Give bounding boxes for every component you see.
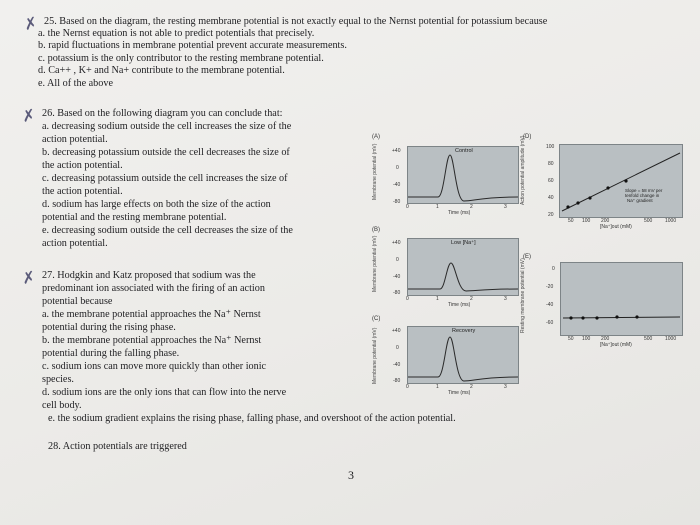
panel-a-xtick: 3: [504, 204, 507, 210]
page-number: 3: [348, 468, 354, 482]
panel-d-xlabel: [Na⁺]out (mM): [600, 224, 632, 230]
q26-option-b-line1: b. decreasing potassium outside the cell decreases the size of: [42, 147, 290, 158]
panel-e-ytick: -60: [546, 320, 554, 326]
panel-d-xtick: 1000: [665, 218, 677, 224]
q26-option-e-line2: action potential.: [42, 238, 108, 249]
panel-c-xtick: 3: [504, 384, 507, 390]
panel-d-annotation-line3: Na⁺ gradient: [627, 198, 653, 203]
q26-option-d-line1: d. sodium has large effects on both the size of the action: [42, 199, 271, 210]
panel-d-point: [576, 201, 579, 204]
panel-b-ytick: -40: [393, 274, 401, 280]
panel-a-ylabel: Membrane potential (mV): [372, 143, 378, 200]
q26-option-e-line1: e. decreasing sodium outside the cell decreases the size of the: [42, 225, 293, 236]
panel-c-trace: [408, 337, 518, 381]
panel-a-ytick: 0: [396, 165, 399, 171]
panel-e-xtick: 1000: [665, 336, 677, 342]
panel-b-ytick: 0: [396, 257, 399, 263]
panel-e-plot: [560, 262, 683, 336]
panel-e-ytick: -20: [546, 284, 554, 290]
panel-e-ytick: -40: [546, 302, 554, 308]
cross-mark-icon: ✗: [20, 104, 37, 127]
panel-a-xtick: 1: [436, 204, 439, 210]
panel-d-ytick: 100: [546, 144, 555, 150]
q25-option-b: b. rapid fluctuations in membrane potential prevent accurate measurements.: [38, 40, 347, 51]
panel-a-ytick: -40: [393, 182, 401, 188]
q26-option-c-line1: c. decreasing potassium outside the cell increases the size of: [42, 173, 288, 184]
panel-a-xtick: 2: [470, 204, 473, 210]
panel-b-ylabel: Membrane potential (mV): [372, 235, 378, 292]
panel-e-xtick: 100: [582, 336, 591, 342]
q25-option-a: a. the Nernst equation is not able to predict potentials that precisely.: [38, 28, 315, 39]
panel-a-trace: [408, 155, 518, 201]
panel-b-trace: [408, 263, 518, 291]
panel-e-point: [595, 316, 598, 319]
panel-e-xlabel: [Na⁺]out (mM): [600, 342, 632, 348]
panel-b-xlabel: Time (ms): [448, 302, 471, 308]
panel-d-point: [624, 179, 627, 182]
panel-a-ytick: -80: [393, 199, 401, 205]
panel-b-xtick: 3: [504, 296, 507, 302]
panel-e-xtick: 200: [601, 336, 610, 342]
panel-d-plot: [559, 144, 683, 218]
panel-b-letter: (B): [372, 227, 380, 233]
panel-c-plot: [407, 326, 519, 384]
panel-d-ytick: 80: [548, 161, 554, 167]
panel-d-letter: (D): [523, 134, 532, 140]
panel-e-ylabel: Resting membrane potential (mV): [520, 258, 526, 333]
panel-e-ytick: 0: [552, 266, 555, 272]
q27-option-a-line2: potential during the rising phase.: [42, 322, 176, 333]
q27-option-e: e. the sodium gradient explains the rising phase, falling phase, and overshoot of the action potential.: [48, 413, 456, 424]
panel-c-xtick: 2: [470, 384, 473, 390]
q26-stem: 26. Based on the following diagram you can conclude that:: [42, 108, 283, 119]
panel-c-ytick: -40: [393, 362, 401, 368]
panel-a-title: Control: [455, 148, 473, 154]
panel-c-ytick: -80: [393, 378, 401, 384]
q27-option-c-line2: species.: [42, 374, 74, 385]
panel-e-fit-line: [563, 317, 680, 318]
panel-b-title: Low [Na⁺]: [451, 240, 476, 246]
panel-e-letter: (E): [523, 254, 531, 260]
q27-stem-line1: 27. Hodgkin and Katz proposed that sodium was the: [42, 270, 256, 281]
panel-c-ytick: +40: [392, 328, 401, 334]
cross-mark-icon: ✗: [20, 266, 37, 289]
panel-d-xtick: 100: [582, 218, 591, 224]
panel-a-xlabel: Time (ms): [448, 210, 471, 216]
panel-c-ylabel: Membrane potential (mV): [372, 327, 378, 384]
panel-c-xtick: 0: [406, 384, 409, 390]
panel-e-xtick: 500: [644, 336, 653, 342]
panel-d-annotation-line1: Slope = 58 mV per: [625, 188, 663, 193]
q25-option-e: e. All of the above: [38, 78, 113, 89]
panel-b-ytick: -80: [393, 290, 401, 296]
panel-d-point: [588, 196, 591, 199]
q26-option-c-line2: the action potential.: [42, 186, 123, 197]
q26-option-a-line1: a. decreasing sodium outside the cell increases the size of the: [42, 121, 292, 132]
panel-c-ytick: 0: [396, 345, 399, 351]
panel-b-ytick: +40: [392, 240, 401, 246]
panel-e-point: [569, 316, 572, 319]
panel-d-fit-line: [562, 153, 680, 211]
panel-d-point: [566, 205, 569, 208]
panel-e-point: [615, 315, 618, 318]
panel-d-ytick: 40: [548, 195, 554, 201]
panel-d-ytick: 20: [548, 212, 554, 218]
q27-stem-line2: predominant ion associated with the firing of an action: [42, 283, 265, 294]
panel-d-ylabel: Action potential amplitude (mV): [520, 135, 526, 205]
q27-option-c-line1: c. sodium ions can move more quickly than other ionic: [42, 361, 267, 372]
panel-d-xtick: 200: [601, 218, 610, 224]
panel-a-ytick: +40: [392, 148, 401, 154]
panel-d-ytick: 60: [548, 178, 554, 184]
panel-e-point: [635, 315, 638, 318]
panel-b-xtick: 0: [406, 296, 409, 302]
panel-d-xtick: 500: [644, 218, 653, 224]
q27-option-a-line1: a. the membrane potential approaches the Na⁺ Nernst: [42, 309, 261, 320]
panel-c-title: Recovery: [452, 328, 476, 334]
panel-e-xtick: 50: [568, 336, 574, 342]
panel-a-letter: (A): [372, 134, 380, 140]
q27-option-d-line1: d. sodium ions are the only ions that can flow into the nerve: [42, 387, 287, 398]
q25-stem: 25. Based on the diagram, the resting membrane potential is not exactly equal to the Nernst potential for potassium because: [44, 16, 548, 27]
panel-d-annotation-line2: tenfold change in: [625, 193, 660, 198]
panel-c-xtick: 1: [436, 384, 439, 390]
panel-b-xtick: 2: [470, 296, 473, 302]
panel-d-xtick: 50: [568, 218, 574, 224]
panel-a-plot: [407, 146, 519, 204]
q26-option-d-line2: potential and the resting membrane potential.: [42, 212, 227, 223]
panel-a-xtick: 0: [406, 204, 409, 210]
panel-b-xtick: 1: [436, 296, 439, 302]
q25-option-d: d. Ca++ , K+ and Na+ contribute to the membrane potential.: [38, 65, 285, 76]
panel-c-xlabel: Time (ms): [448, 390, 471, 396]
panel-e-point: [581, 316, 584, 319]
cross-mark-icon: ✗: [22, 12, 40, 35]
panel-d-point: [606, 186, 609, 189]
q26-option-b-line2: the action potential.: [42, 160, 123, 171]
q27-stem-line3: potential because: [42, 296, 113, 307]
q27-option-d-line2: cell body.: [42, 400, 82, 411]
panel-b-plot: [407, 238, 519, 296]
panel-c-letter: (C): [372, 316, 381, 322]
q27-option-b-line1: b. the membrane potential approaches the Na⁺ Nernst: [42, 335, 262, 346]
q27-option-b-line2: potential during the falling phase.: [42, 348, 180, 359]
q26-option-a-line2: action potential.: [42, 134, 108, 145]
q25-option-c: c. potassium is the only contributor to the resting membrane potential.: [38, 53, 324, 64]
q28-stem: 28. Action potentials are triggered: [48, 441, 187, 452]
